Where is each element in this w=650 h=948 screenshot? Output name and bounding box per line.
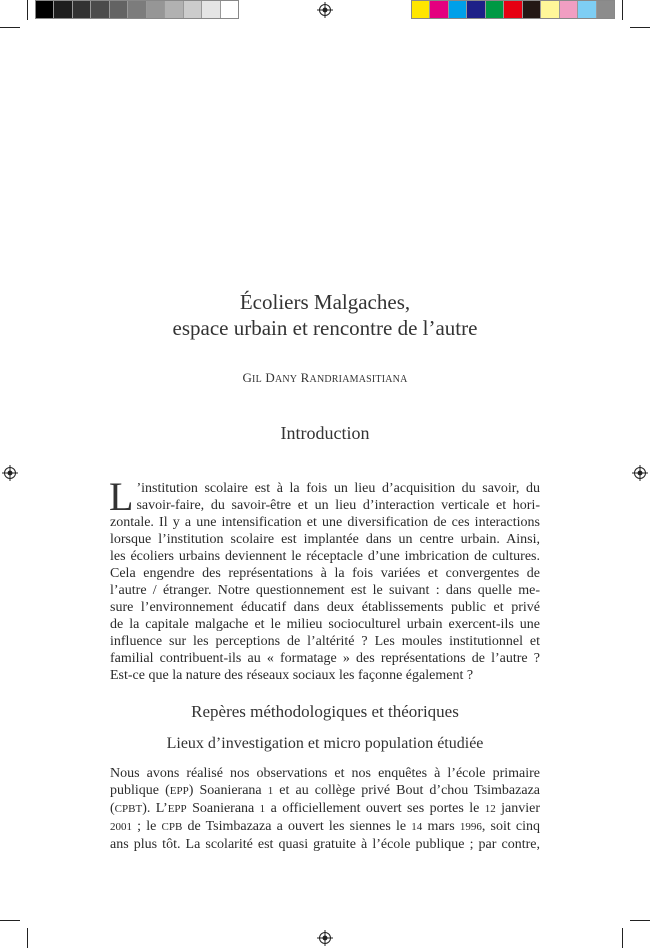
p2-line-4 [110, 818, 540, 836]
author-initial-d: D [265, 370, 275, 385]
p2-l2-one: 1 [267, 785, 274, 797]
crop-mark-bottom-right-h [630, 920, 650, 921]
p2-l3-cpbt: CPBT [114, 803, 143, 815]
p2-l4-year-2: 1996 [459, 821, 482, 833]
crop-mark-top-left-h [0, 27, 20, 28]
registration-mark-bottom-icon [317, 930, 333, 946]
gray-swatch [202, 1, 220, 18]
crop-mark-bottom-left-h [0, 920, 20, 921]
intro-line-1: ’institution scolaire est à la fois un lieu d’acquisition du savoir, du [136, 481, 540, 496]
p2-l4-text-c: mars [422, 819, 460, 834]
p2-l3-one: 1 [259, 803, 266, 815]
p2-l4-text-b: de Tsimbazaza a ouvert les siennes le [182, 819, 412, 834]
gray-swatch [165, 1, 183, 18]
p2-l4-text-d: , soit cinq [481, 819, 540, 834]
intro-line-10: influence sur les perceptions de l’altérité ? Les moules institutionnel et [110, 634, 540, 649]
crop-mark-top-right-h [630, 27, 650, 28]
intro-line-5: les écoliers urbains deviennent le réceptacle d’une imbrication de cultures. [110, 549, 540, 564]
p2-l2-epp: EPP [169, 785, 189, 797]
gray-swatch [110, 1, 128, 18]
p2-l2-text-a: publique ( [110, 783, 170, 798]
p2-line-3 [110, 800, 540, 818]
gray-swatch [73, 1, 91, 18]
color-swatch [560, 1, 578, 18]
registration-mark-right-icon [632, 465, 648, 481]
p2-line-1: Nous avons réalisé nos observations et nos enquêtes à l’école primaire [110, 766, 540, 781]
color-swatch [412, 1, 430, 18]
color-swatch [486, 1, 504, 18]
intro-line-3: zontale. Il y a une intensification et une diversification de ces interactions [110, 515, 540, 530]
p2-line-5: ans plus tôt. La scolarité est quasi gratuite à l’école publique ; par contre, [110, 837, 540, 852]
gray-swatch [221, 1, 238, 18]
intro-line-12: Est-ce que la nature des réseaux sociaux les façonne également ? [110, 668, 474, 683]
crop-mark-top-left-v [27, 0, 28, 20]
registration-mark-left-icon [2, 465, 18, 481]
methodology-paragraph [110, 765, 540, 853]
gray-swatch [54, 1, 72, 18]
p2-l4-fourteen: 14 [411, 821, 423, 833]
color-swatch [523, 1, 541, 18]
p2-line-2 [110, 782, 540, 800]
intro-line-9: de la capitale malgache et le milieu socioculturel urbain exercent-ils une [110, 617, 540, 632]
registration-mark-top-icon [317, 2, 333, 18]
color-swatch [449, 1, 467, 18]
color-swatch [541, 1, 559, 18]
gray-swatch [147, 1, 165, 18]
color-swatch [467, 1, 485, 18]
intro-line-11: familial contribuent-ils au « formatage » des représentations de l’autre ? [110, 651, 540, 666]
color-swatch [578, 1, 596, 18]
crop-mark-top-right-v [622, 0, 623, 20]
article-title-line-2: espace urbain et rencontre de l’autre [172, 316, 478, 340]
color-swatch [504, 1, 522, 18]
p2-l3-text-d: a officiellement ouvert ses portes le [265, 801, 485, 816]
subsection-heading: Lieux d’investigation et micro population étudiée [166, 735, 484, 752]
p2-l3-epp: EPP [167, 803, 187, 815]
crop-mark-bottom-left-v [27, 928, 28, 948]
gray-swatch [184, 1, 202, 18]
article-title-line-1: Écoliers Malgaches, [239, 290, 411, 314]
intro-line-6: Cela engendre des représentations à la fois variées et convergentes de [110, 566, 540, 581]
author-initial-r: R [300, 370, 310, 385]
p2-l3-text-e: janvier [495, 801, 540, 816]
introduction-paragraph [109, 474, 540, 684]
color-swatch [430, 1, 448, 18]
introduction-heading: Introduction [280, 423, 370, 443]
intro-line-8: sure l’environnement éducatif dans deux établissements public et privé [110, 600, 540, 615]
p2-l3-text-b: ). L’ [142, 801, 168, 816]
author-initial-g: G [242, 370, 253, 385]
author-smallcaps-any: ANY [274, 374, 298, 385]
p2-l4-text-a: ; le [132, 819, 162, 834]
author-smallcaps-il: IL [252, 374, 262, 385]
author-smallcaps-rest: ANDRIAMASITIANA [309, 374, 408, 385]
p2-l3-text-c: Soanierana [186, 801, 260, 816]
article-title [110, 289, 540, 341]
p2-l2-text-c: et au collège privé Bout d’chou Tsimbazaza [273, 783, 540, 798]
gray-swatch [36, 1, 54, 18]
intro-line-4: lorsque l’institution scolaire est implantée dans un centre urbain. Ainsi, [110, 532, 540, 547]
crop-mark-bottom-right-v [622, 928, 623, 948]
p2-l4-year-1: 2001 [110, 821, 132, 833]
drop-cap-letter: L [109, 474, 134, 519]
intro-line-2: savoir-faire, du savoir-être et un lieu d’interaction verticale et hori- [136, 498, 540, 513]
article-author [110, 370, 540, 386]
grayscale-color-bar [35, 0, 239, 19]
p2-l2-text-b: ) Soanierana [188, 783, 268, 798]
p2-l4-cpb: CPB [161, 821, 183, 833]
p2-l3-twelve: 12 [484, 803, 496, 815]
section-heading: Repères méthodologiques et théoriques [191, 702, 459, 721]
intro-line-7: l’autre / étranger. Notre questionnement est le suivant : dans quelle me- [110, 583, 540, 598]
p2-l3-text-a: ( [110, 801, 115, 816]
gray-swatch [128, 1, 146, 18]
color-swatch [597, 1, 614, 18]
process-color-bar [411, 0, 615, 19]
gray-swatch [91, 1, 109, 18]
